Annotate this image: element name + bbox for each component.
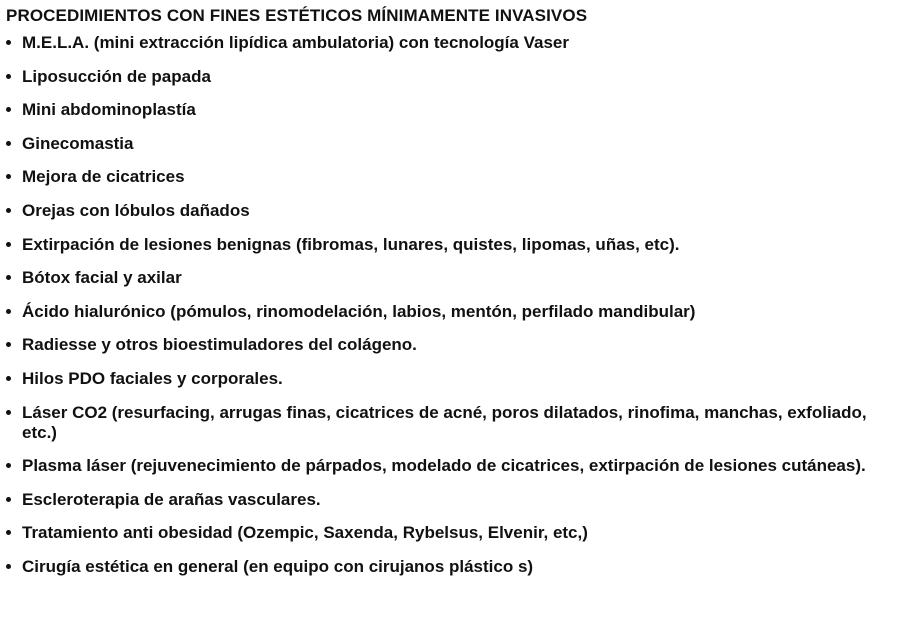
- bullet-icon: [6, 342, 11, 347]
- list-item: [6, 403, 894, 443]
- list-item-text: Ginecomastia: [22, 133, 134, 153]
- bullet-icon: [6, 107, 11, 112]
- list-item-text: Tratamiento anti obesidad (Ozempic, Saxenda, Rybelsus, Elvenir, etc,): [22, 523, 588, 543]
- list-item-text: Radiesse y otros bioestimuladores del colágeno.: [22, 335, 417, 355]
- bullet-icon: [6, 463, 11, 468]
- bullet-icon: [6, 242, 11, 247]
- bullet-icon: [6, 74, 11, 79]
- list-item-text: Ácido hialurónico (pómulos, rinomodelación, labios, mentón, perfilado mandibular): [22, 301, 696, 321]
- bullet-icon: [6, 376, 11, 381]
- bullet-icon: [6, 410, 11, 415]
- list-item: [6, 335, 894, 355]
- list-item: [6, 456, 894, 476]
- list-item: [6, 67, 894, 87]
- procedure-list: [6, 33, 894, 577]
- list-item: [6, 33, 894, 53]
- list-item: [6, 235, 894, 255]
- list-item: [6, 134, 894, 154]
- list-item: [6, 523, 894, 543]
- bullet-icon: [6, 497, 11, 502]
- list-item-text: Cirugía estética en general (en equipo con cirujanos plástico s): [22, 556, 534, 576]
- list-item-text: Hilos PDO faciales y corporales.: [22, 368, 283, 388]
- page-title: PROCEDIMIENTOS CON FINES ESTÉTICOS MÍNIMAMENTE INVASIVOS: [6, 6, 588, 25]
- bullet-icon: [6, 275, 11, 280]
- list-item-text: Bótox facial y axilar: [22, 268, 182, 288]
- list-item-text: Mini abdominoplastía: [22, 100, 196, 120]
- list-item-text: Escleroterapia de arañas vasculares.: [22, 489, 321, 509]
- bullet-icon: [6, 564, 11, 569]
- list-item-text: Extirpación de lesiones benignas (fibromas, lunares, quistes, lipomas, uñas, etc).: [22, 234, 680, 254]
- list-item-text: M.E.L.A. (mini extracción lipídica ambulatoria) con tecnología Vaser: [22, 33, 569, 52]
- list-item: [6, 302, 894, 322]
- bullet-icon: [6, 530, 11, 535]
- list-item-text: Liposucción de papada: [22, 66, 211, 86]
- list-item-text: Plasma láser (rejuvenecimiento de párpados, modelado de cicatrices, extirpación de lesiones cutáneas).: [22, 456, 866, 476]
- bullet-icon: [6, 40, 11, 45]
- bullet-icon: [6, 208, 11, 213]
- list-item: [6, 490, 894, 510]
- list-item: [6, 557, 894, 577]
- list-item: [6, 369, 894, 389]
- list-item: [6, 100, 894, 120]
- list-item-text: Láser CO2 (resurfacing, arrugas finas, cicatrices de acné, poros dilatados, rinofima, manchas, exfoliado, etc.): [22, 402, 867, 442]
- list-item-text: Orejas con lóbulos dañados: [22, 200, 250, 220]
- list-item: [6, 201, 894, 221]
- list-item: [6, 268, 894, 288]
- list-item: [6, 167, 894, 187]
- list-item-text: Mejora de cicatrices: [22, 167, 185, 187]
- bullet-icon: [6, 309, 11, 314]
- bullet-icon: [6, 174, 11, 179]
- bullet-icon: [6, 141, 11, 146]
